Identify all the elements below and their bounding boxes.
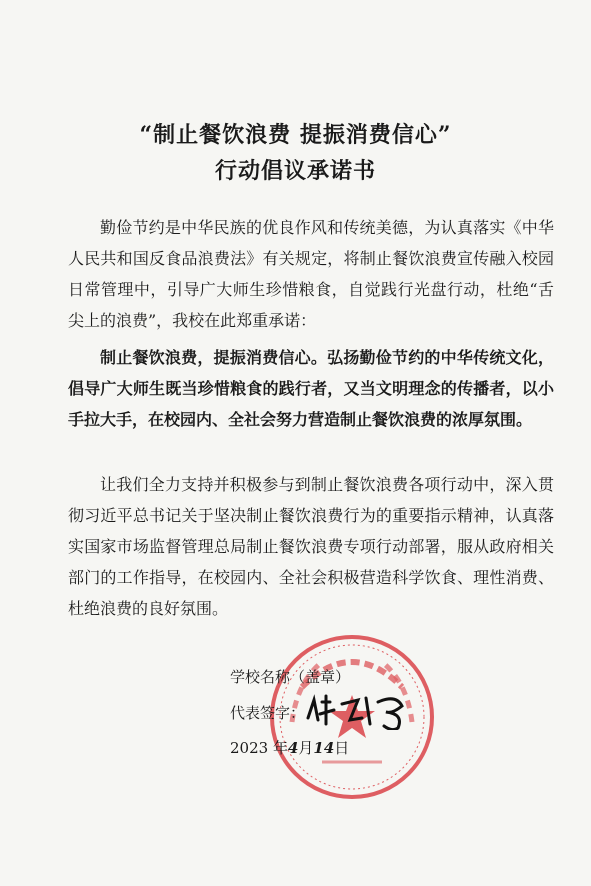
date-suffix: 日 <box>334 739 350 757</box>
date-month-sep: 月 <box>298 739 314 757</box>
date-year: 2023 年 <box>230 739 288 757</box>
paragraph-1: 勤俭节约是中华民族的优良作风和传统美德，为认真落实《中华人民共和国反食品浪费法》有关规定，将制止餐饮浪费宣传融入校园日常管理中，引导广大师生珍惜粮食，自觉践行光盘行动，杜绝“舌尖上的浪费”，我校在此郑重承诺： <box>68 218 554 330</box>
paragraph-3: 让我们全力支持并积极参与到制止餐饮浪费各项行动中，深入贯彻习近平总书记关于坚决制止餐饮浪费行为的重要指示精神，认真落实国家市场监督管理总局制止餐饮浪费专项行动部署，服从政府相关部门的工作指导，在校园内、全社会积极营造科学饮食、理性消费、杜绝浪费的良好氛围。 <box>68 475 554 618</box>
document-title-line1: “制止餐饮浪费 提振消费信心” <box>139 122 452 148</box>
paragraph-2: 制止餐饮浪费，提振消费信心。弘扬勤俭节约的中华传统文化，倡导广大师生既当珍惜粮食的践行者，又当文明理念的传播者，以小手拉大手，在校园内、全社会努力营造制止餐饮浪费的浓厚氛围。 <box>68 348 554 429</box>
representative-signature-label: 代表签字： <box>230 704 306 722</box>
date-month: 4 <box>287 739 299 757</box>
school-name-label: 学校名称（盖章） <box>230 668 351 686</box>
handwritten-signature-icon <box>300 690 420 730</box>
date-day: 14 <box>313 739 335 757</box>
document-title-line2: 行动倡议承诺书 <box>214 158 376 184</box>
date-line <box>230 737 349 758</box>
